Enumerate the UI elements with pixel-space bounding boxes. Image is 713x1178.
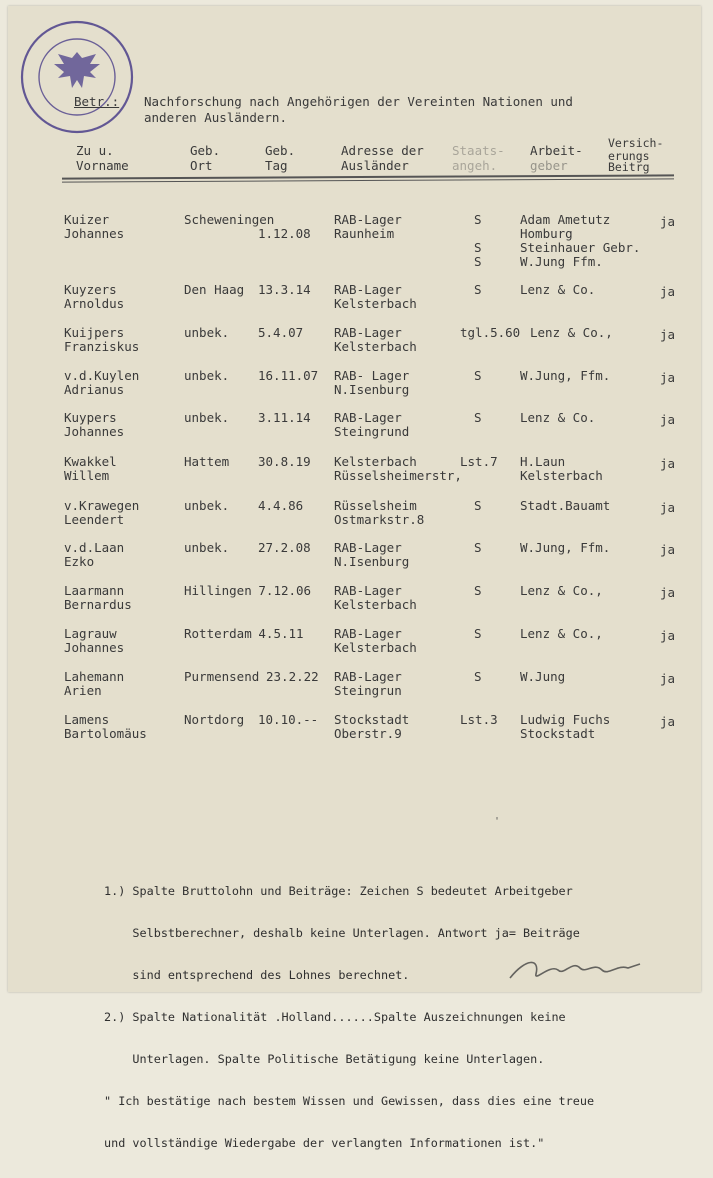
row-3-name-2: Franziskus: [64, 339, 140, 354]
row-5-employer-1: Lenz & Co.: [520, 410, 596, 425]
row-1-address-1: RAB-Lager: [334, 212, 402, 227]
footnote-line-4: 2.) Spalte Nationalität .Holland......Spalte Auszeichnungen keine: [104, 1010, 566, 1024]
row-7-name-1: v.Krawegen: [64, 498, 140, 513]
row-3-birthdate: 5.4.07: [258, 325, 304, 340]
row-1-employer-4: W.Jung Ffm.: [520, 254, 603, 269]
row-5-address-1: RAB-Lager: [334, 410, 402, 425]
row-4-birthdate: 16.11.07: [258, 368, 319, 383]
row-11-nationality: S: [474, 669, 482, 684]
row-9-employer-1: Lenz & Co.,: [520, 583, 603, 598]
footnote-line-5: Unterlagen. Spalte Politische Betätigung keine Unterlagen.: [104, 1052, 545, 1066]
col-birthdate-2: Tag: [265, 158, 288, 173]
row-11-birthplace: Purmensend: [184, 669, 260, 684]
row-7-address-2: Ostmarkstr.8: [334, 512, 425, 527]
row-7-birthplace: unbek.: [184, 498, 230, 513]
row-3-employer-1: Lenz & Co.,: [530, 325, 613, 340]
col-insurance-2: erungs: [608, 149, 650, 163]
row-5-birthdate: 3.11.14: [258, 410, 311, 425]
row-4-name-1: v.d.Kuylen: [64, 368, 140, 383]
col-nationality-2: angeh.: [452, 158, 498, 173]
col-insurance-1: Versich-: [608, 136, 664, 150]
row-8-employer-1: W.Jung, Ffm.: [520, 540, 611, 555]
row-1-employer-3: Steinhauer Gebr.: [520, 240, 641, 255]
row-4-insurance: ja: [660, 370, 676, 385]
row-8-address-2: N.Isenburg: [334, 554, 410, 569]
row-9-birthdate: 7.12.06: [258, 583, 312, 598]
row-7-insurance: ja: [660, 500, 676, 515]
row-10-employer-1: Lenz & Co.,: [520, 626, 603, 641]
row-7-employer-1: Stadt.Bauamt: [520, 498, 611, 513]
row-9-address-2: Kelsterbach: [334, 597, 417, 612]
row-8-birthplace: unbek.: [184, 540, 230, 555]
col-address-2: Ausländer: [341, 158, 409, 173]
row-1-nationality: S: [474, 212, 482, 227]
row-2-name-1: Kuyzers: [64, 282, 117, 297]
row-12-birthdate: 10.10.--: [258, 712, 319, 727]
row-1-nationality-2: S: [474, 240, 482, 255]
row-5-name-2: Johannes: [64, 424, 125, 439]
row-12-name-1: Lamens: [64, 712, 110, 727]
row-12-address-2: Oberstr.9: [334, 726, 402, 741]
row-5-insurance: ja: [660, 412, 676, 427]
office-stamp: [18, 18, 136, 136]
row-12-name-2: Bartolomäus: [64, 726, 147, 741]
row-1-employer-2: Homburg: [520, 226, 573, 241]
row-10-birthdate: 4.5.11: [258, 626, 304, 641]
row-6-employer-2: Kelsterbach: [520, 468, 603, 483]
col-address-1: Adresse der: [341, 143, 424, 158]
col-name-1: Zu u.: [76, 143, 114, 158]
footnote-line-2: Selbstberechner, deshalb keine Unterlagen. Antwort ja= Beiträge: [104, 926, 580, 940]
heading-line-1: Nachforschung nach Angehörigen der Vereinten Nationen und: [144, 94, 573, 109]
row-8-birthdate: 27.2.08: [258, 540, 311, 555]
row-4-birthplace: unbek.: [184, 368, 230, 383]
row-9-name-2: Bernardus: [64, 597, 132, 612]
footnote-line-1: 1.) Spalte Bruttolohn und Beiträge: Zeichen S bedeutet Arbeitgeber: [104, 884, 573, 898]
row-6-nationality: Lst.7: [460, 454, 498, 469]
eagle-icon: [54, 52, 100, 88]
row-6-address-1: Kelsterbach: [334, 454, 417, 469]
col-birthplace-2: Ort: [190, 158, 213, 173]
row-3-birthplace: unbek.: [184, 325, 230, 340]
row-8-name-2: Ezko: [64, 554, 95, 569]
row-5-address-2: Steingrund: [334, 424, 410, 439]
row-10-address-2: Kelsterbach: [334, 640, 417, 655]
handwritten-signature: [506, 950, 646, 986]
row-8-insurance: ja: [660, 542, 676, 557]
row-2-insurance: ja: [660, 284, 676, 299]
col-nationality-1: Staats-: [452, 143, 505, 158]
row-12-nationality: Lst.3: [460, 712, 498, 727]
row-8-nationality: S: [474, 540, 482, 555]
row-9-nationality: S: [474, 583, 482, 598]
row-9-birthplace: Hillingen: [184, 583, 252, 598]
row-6-address-2: Rüsselsheimerstr,: [334, 468, 462, 483]
row-9-address-1: RAB-Lager: [334, 583, 402, 598]
footnotes: [104, 856, 684, 1178]
col-name-2: Vorname: [76, 158, 129, 173]
row-6-employer-1: H.Laun: [520, 454, 566, 469]
row-2-nationality: S: [474, 282, 482, 297]
row-7-name-2: Leendert: [64, 512, 125, 527]
row-2-employer-1: Lenz & Co.: [520, 282, 596, 297]
row-6-birthplace: Hattem: [184, 454, 230, 469]
row-10-insurance: ja: [660, 628, 676, 643]
row-2-name-2: Arnoldus: [64, 296, 125, 311]
row-4-address-1: RAB- Lager: [334, 368, 410, 383]
footnote-line-3: sind entsprechend des Lohnes berechnet.: [104, 968, 410, 982]
row-3-address-2: Kelsterbach: [334, 339, 417, 354]
row-1-address-2: Raunheim: [334, 226, 395, 241]
row-10-address-1: RAB-Lager: [334, 626, 402, 641]
row-4-name-2: Adrianus: [64, 382, 125, 397]
row-10-birthplace: Rotterdam: [184, 626, 252, 641]
row-2-address-2: Kelsterbach: [334, 296, 417, 311]
row-3-address-1: RAB-Lager: [334, 325, 402, 340]
row-10-name-2: Johannes: [64, 640, 125, 655]
row-7-address-1: Rüsselsheim: [334, 498, 417, 513]
row-1-birthplace: Scheweningen: [184, 212, 275, 227]
row-6-name-1: Kwakkel: [64, 454, 117, 469]
row-5-nationality: S: [474, 410, 482, 425]
row-2-address-1: RAB-Lager: [334, 282, 402, 297]
row-4-nationality: S: [474, 368, 482, 383]
row-3-name-1: Kuijpers: [64, 325, 125, 340]
row-1-name-1: Kuizer: [64, 212, 110, 227]
row-11-name-1: Lahemann: [64, 669, 125, 684]
row-8-address-1: RAB-Lager: [334, 540, 402, 555]
row-1-name-2: Johannes: [64, 226, 125, 241]
row-10-name-1: Lagrauw: [64, 626, 117, 641]
row-11-employer-1: W.Jung: [520, 669, 566, 684]
row-11-insurance: ja: [660, 671, 676, 686]
row-8-name-1: v.d.Laan: [64, 540, 125, 555]
row-4-employer-1: W.Jung, Ffm.: [520, 368, 611, 383]
row-7-nationality: S: [474, 498, 482, 513]
row-4-address-2: N.Isenburg: [334, 382, 410, 397]
row-1-employer-1: Adam Ametutz: [520, 212, 611, 227]
footnote-line-6: " Ich bestätige nach bestem Wissen und Gewissen, dass dies eine treue: [104, 1094, 595, 1108]
row-12-birthplace: Nortdorg: [184, 712, 245, 727]
row-2-birthdate: 13.3.14: [258, 282, 311, 297]
row-6-name-2: Willem: [64, 468, 110, 483]
col-birthplace-1: Geb.: [190, 143, 221, 158]
row-9-name-1: Laarmann: [64, 583, 125, 598]
col-insurance-3: Beitrg: [608, 160, 650, 174]
stray-mark: ': [494, 816, 501, 827]
row-3-nationality: tgl.5.60: [460, 325, 521, 340]
row-12-employer-1: Ludwig Fuchs: [520, 712, 611, 727]
row-9-insurance: ja: [660, 585, 676, 600]
row-12-address-1: Stockstadt: [334, 712, 410, 727]
row-6-birthdate: 30.8.19: [258, 454, 311, 469]
row-2-birthplace: Den Haag: [184, 282, 245, 297]
row-12-insurance: ja: [660, 714, 676, 729]
document-page: [8, 6, 701, 1150]
row-3-insurance: ja: [660, 327, 676, 342]
col-employer-2: geber: [530, 158, 568, 173]
heading-line-2: anderen Ausländern.: [144, 110, 287, 125]
row-1-insurance: ja: [660, 214, 676, 229]
row-11-address-2: Steingrun: [334, 683, 402, 698]
footnote-line-7: und vollständige Wiedergabe der verlangten Informationen ist.": [104, 1136, 545, 1150]
row-11-name-2: Arien: [64, 683, 102, 698]
row-7-birthdate: 4.4.86: [258, 498, 304, 513]
row-11-birthdate: 23.2.22: [266, 669, 319, 684]
row-11-address-1: RAB-Lager: [334, 669, 402, 684]
row-6-insurance: ja: [660, 456, 676, 471]
row-5-name-1: Kuypers: [64, 410, 117, 425]
row-1-nationality-3: S: [474, 254, 482, 269]
row-12-employer-2: Stockstadt: [520, 726, 596, 741]
col-birthdate-1: Geb.: [265, 143, 296, 158]
heading-prefix: Betr.:: [74, 94, 120, 109]
row-10-nationality: S: [474, 626, 482, 641]
row-1-birthdate: 1.12.08: [258, 226, 311, 241]
row-5-birthplace: unbek.: [184, 410, 230, 425]
col-employer-1: Arbeit-: [530, 143, 583, 158]
